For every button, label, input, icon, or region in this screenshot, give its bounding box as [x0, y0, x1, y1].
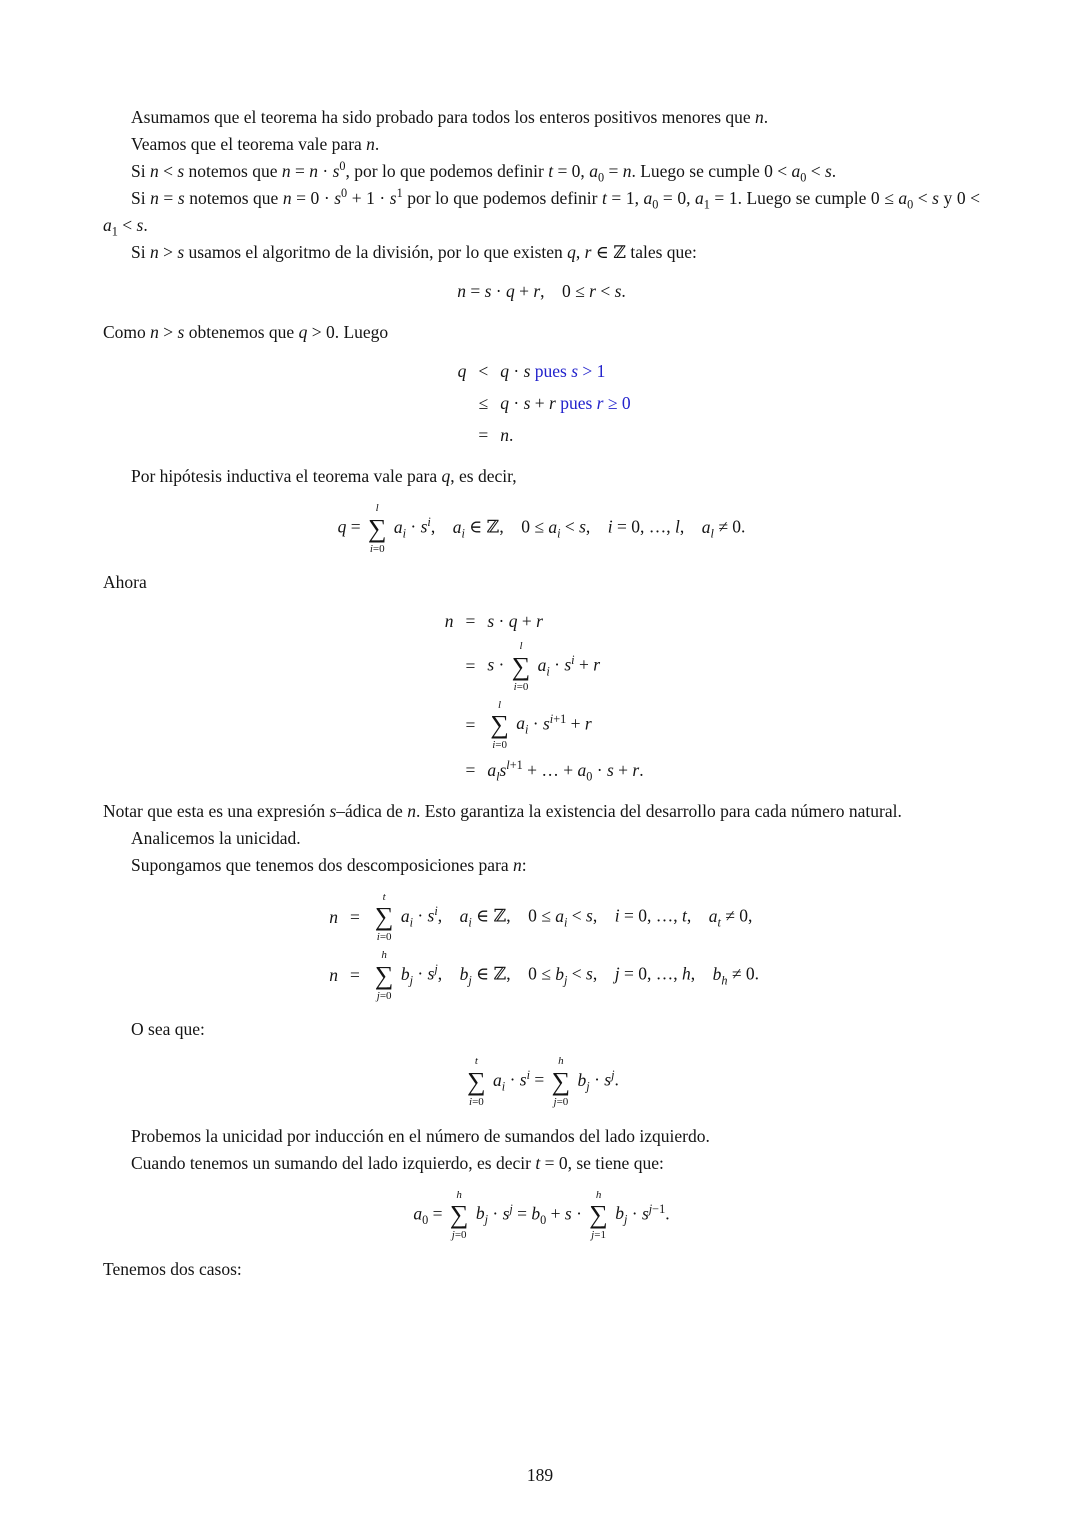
paragraph-caso-n-mayor-s: Si n > s usamos el algoritmo de la división, por lo que existen q, r ∈ ℤ tales que: [131, 242, 697, 262]
paragraph-asumamos: Asumamos que el teorema ha sido probado para todos los enteros positivos menores que n. [131, 107, 769, 127]
equation-grid [452, 358, 630, 449]
display-equation-a0: $a_0$ = h ∑ j=0 $b_j \cdot s^j = b_0 + s$ · h ∑ j=1 $b_j \cdot s^{j-1}$. [413, 1188, 670, 1242]
eq-relation: = [350, 965, 360, 986]
paragraph-probemos-unicidad: Probemos la unicidad por inducción en el número de sumandos del lado izquierdo. [131, 1125, 710, 1146]
equation-array-dos-descomposiciones [103, 891, 980, 1003]
equation-grid [439, 608, 643, 784]
paragraph-como-n-mayor-s: Como n > s obtenemos que q > 0. Luego [103, 322, 389, 342]
eq-relation: = [478, 425, 489, 445]
eq-lhs: q [457, 361, 467, 381]
eq-rhs: t ∑ i=0 $a_i \cdot s^i$, $a_i$ ∈ ℤ, $0 \le a_i < s$, i = 0, …, t, $a_t \ne 0$, [374, 890, 753, 944]
display-equation-igualdad-sumas: t ∑ i=0 $a_i \cdot s^i$ = h ∑ j=0 $b_j \cdot s^j$. [467, 1055, 619, 1109]
eq-rhs: s · l ∑ i=0 $a_i \cdot s^i + r$ [487, 640, 601, 693]
paragraph-caso-n-menor-s: Si n < s notemos que $n = n \cdot s^0$, por lo que podemos definir t = 0, $a_0 = n$. Luego se cumple $0 < a_0 < s$. [131, 159, 837, 185]
eq-relation: ≤ [478, 393, 489, 413]
paragraph-hipotesis-inductiva: Por hipótesis inductiva el teorema vale para q, es decir, [131, 466, 517, 486]
paragraph-veamos: Veamos que el teorema vale para n. [131, 134, 380, 154]
equation-array-n-desarrollo [103, 608, 980, 784]
display-equation-division: n = s · q + r, 0 ≤ r < s. [457, 281, 626, 301]
display-equation-q-sadica: q = l ∑ i=0 $a_i \cdot s^i$, $a_i$ ∈ ℤ, $0 \le a_i < s$, i = 0, …, l, $a_l \ne 0$. [337, 502, 746, 555]
paragraph-supongamos: Supongamos que tenemos dos descomposiciones para n: [131, 854, 527, 875]
paragraph-caso-n-igual-s: Si n = s notemos que $n = 0 \cdot s^0 + 1 \cdot s^1$ por lo que podemos definir t = 1, $a_0 = 0$, $a_1 = 1$. Luego se cumple $0 \le a_0 < s$ y $0 < a_1 < s$. [103, 186, 980, 239]
paragraph-notar-expresion: Notar que esta es una expresión s–ádica de n. Esto garantiza la existencia del desarrollo para cada número natural. [103, 800, 902, 821]
eq-relation: = [465, 611, 476, 632]
eq-rhs: h ∑ j=0 $b_j \cdot s^j$, $b_j$ ∈ ℤ, $0 \le b_j < s$, j = 0, …, h, $b_h \ne 0$. [374, 949, 759, 1002]
equation-array-q-bound [103, 358, 980, 449]
eq-rhs: l ∑ i=0 $a_i \cdot s^{i+1} + r$ [490, 698, 592, 752]
eq-rhs: s · q + r [487, 611, 543, 632]
eq-relation: = [465, 656, 476, 677]
page-number: 189 [526, 1465, 554, 1485]
eq-rhs: n. [500, 425, 514, 445]
eq-rhs: q · s pues s > 1 [500, 361, 606, 381]
eq-relation: = [465, 714, 476, 735]
eq-relation: = [350, 906, 360, 927]
equation-grid [324, 891, 759, 1003]
eq-lhs: n [444, 611, 454, 632]
paragraph-cuando-un-sumando: Cuando tenemos un sumando del lado izquierdo, es decir t = 0, se tiene que: [131, 1152, 664, 1173]
eq-lhs: n [329, 906, 339, 927]
paragraph-o-sea-que: O sea que: [131, 1019, 205, 1040]
eq-lhs: n [329, 965, 339, 986]
paragraph-analicemos-unicidad: Analicemos la unicidad. [131, 827, 301, 848]
eq-relation: = [465, 759, 476, 780]
paragraph-tenemos-dos-casos: Tenemos dos casos: [103, 1258, 242, 1279]
eq-rhs: $a_ls^{l+1}$ + … + $a_0 \cdot s + r$. [487, 758, 644, 784]
paragraph-ahora: Ahora [103, 572, 147, 593]
eq-rhs: q · s + r pues r ≥ 0 [500, 393, 631, 413]
eq-relation: < [478, 361, 489, 381]
